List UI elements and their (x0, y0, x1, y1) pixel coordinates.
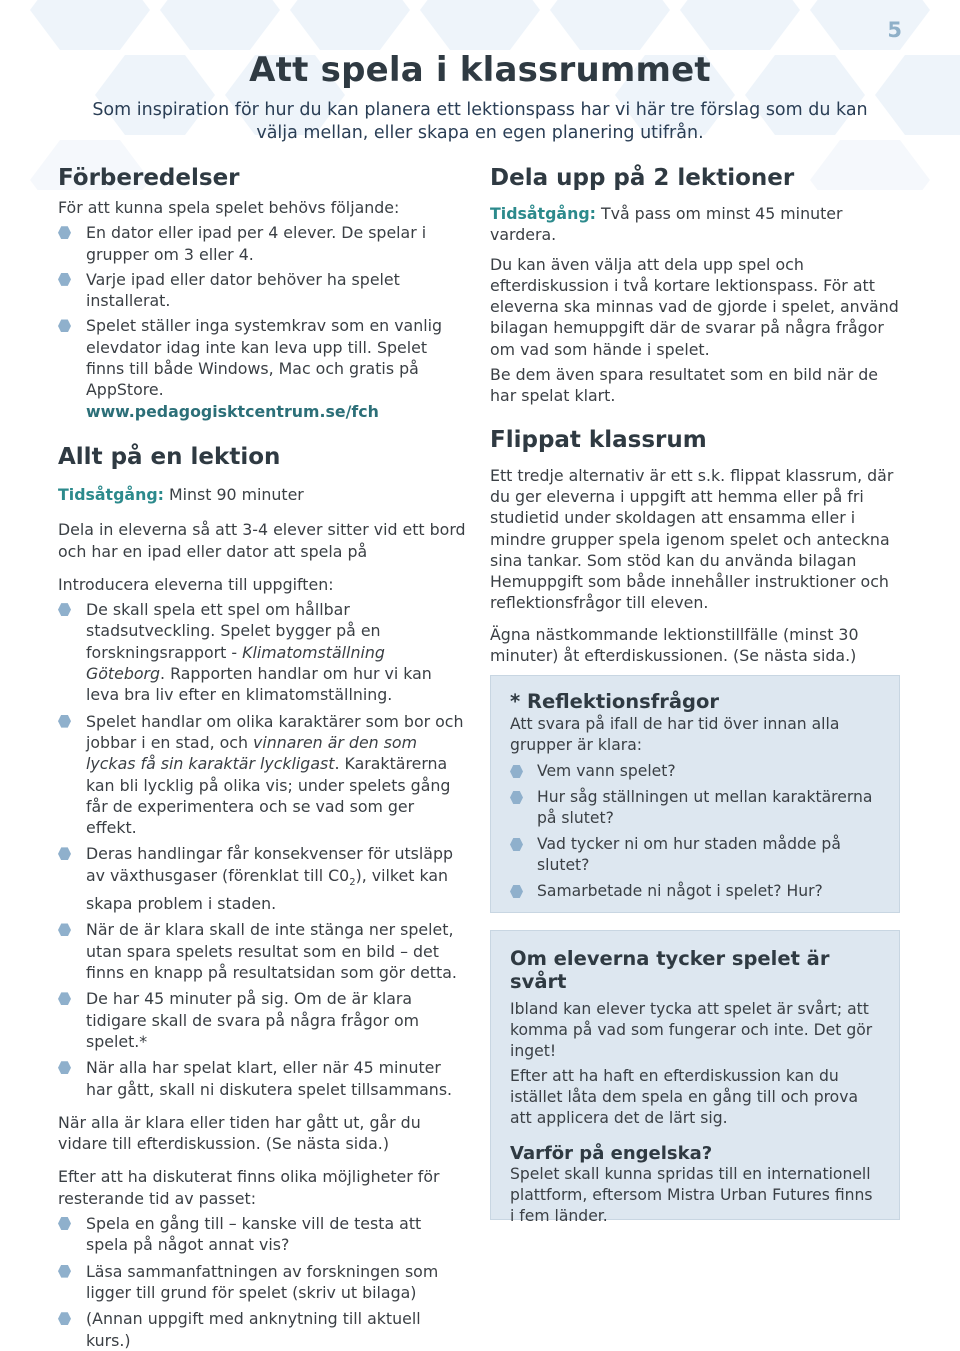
hexagon-bullet-icon (58, 1265, 71, 1278)
difficulty-box (490, 930, 900, 1225)
time-required (58, 484, 468, 505)
reflection-questions-box (490, 675, 900, 913)
list-item: Samarbetade ni något i spelet? Hur? (510, 881, 880, 902)
list-item-text: Spelet ställer inga systemkrav som en vanlig elevdator idag inte kan leva upp till. Spelet finns till både Windows, Mac och gratis på AppStore. (86, 316, 443, 400)
paragraph: När alla är klara eller tiden har gått ut, går du vidare till efterdiskussion. (Se nästa sida.) (58, 1112, 421, 1154)
list-item: Spela en gång till – kanske vill de testa att spela på något annat vis? (58, 1213, 468, 1256)
reflection-list (510, 761, 880, 902)
list-item: Spelet handlar om olika karaktärer som bor och jobbar i en stad, och vinnaren är den som lyckas få sin karaktär lyckligast. Karaktärerna kan bli lycklig på olika vis; under spelets gång får de experimentera och se vad som ger effekt. (58, 711, 468, 839)
list-item: Hur såg ställningen ut mellan karaktärerna på slutet? (510, 787, 880, 829)
intro-text: Som inspiration för hur du kan planera ett lektionspass har vi här tre förslag som du kan välja mellan, eller skapa en egen planering utifrån. (92, 100, 868, 143)
paragraph: Ägna nästkommande lektionstillfälle (minst 30 minuter) åt efterdiskussionen. (Se nästa sida.) (490, 624, 859, 666)
list-item-text: En dator eller ipad per 4 elever. De spelar i grupper om 3 eller 4. (86, 223, 427, 264)
hexagon-bullet-icon (510, 765, 523, 778)
paragraph: Dela in eleverna så att 3-4 elever sitter vid ett bord och har en ipad eller dator att spela på (58, 520, 466, 561)
list-item: Vad tycker ni om hur staden mådde på slutet? (510, 834, 880, 876)
paragraph: Introducera eleverna till uppgiften: (58, 574, 334, 594)
hexagon-pattern-decoration (0, 0, 960, 190)
hexagon-bullet-icon (58, 1217, 71, 1230)
page-title: Att spela i klassrummet (249, 50, 711, 90)
heading-reflektionsfragor: * Reflektionsfrågor (510, 690, 719, 713)
hexagon-bullet-icon (58, 992, 71, 1005)
website-link[interactable]: www.pedagogisktcentrum.se/fch (86, 401, 379, 421)
list-item-text: Varje ipad eller dator behöver ha spelet installerat. (86, 269, 400, 311)
paragraph: Efter att ha diskuterat finns olika möjligheter för resterande tid av passet: (58, 1167, 440, 1208)
paragraph: Ett tredje alternativ är ett s.k. flippat klassrum, där du ger eleverna i uppgift att hemma eller på fri studietid under skoldagen att ensamma eller i mindre grupper spela igenom spelet och anteckna sina tankar. Som stöd kan du använda bilagan Hemuppgift som både innehåller instruktioner och reflektionsfrågor till eleven. (490, 465, 894, 613)
time-label: Tidsåtgång: (490, 204, 596, 223)
time-label: Tidsåtgång: (58, 484, 164, 504)
heading-varfor-engelska: Varför på engelska? (510, 1143, 713, 1164)
hexagon-bullet-icon (58, 923, 71, 936)
list-item: Deras handlingar får konsekvenser för utsläpp av växthusgaser (förenklat till $C0_2$), vilket kan skapa problem i staden. (58, 843, 468, 914)
list-item (58, 222, 468, 265)
list-item: De skall spela ett spel om hållbar stadsutveckling. Spelet bygger på en forskningsrapport - Klimatomställning Göteborg. Rapporten handlar om hur vi kan leva bra liv efter en klimatomställning. (58, 599, 468, 705)
hexagon-bullet-icon (510, 838, 523, 851)
heading-forberedelser: Förberedelser (58, 165, 240, 191)
left-column (58, 165, 468, 1351)
paragraph: Be dem även spara resultatet som en bild när de har spelat klart. (490, 365, 879, 406)
list-item: De har 45 minuter på sig. Om de är klara tidigare skall de svara på några frågor om spelet.* (58, 988, 468, 1052)
paragraph: Att svara på ifall de har tid över innan alla grupper är klara: (510, 715, 840, 754)
list-item (58, 269, 468, 312)
list-item: (Annan uppgift med anknytning till aktuell kurs.) (58, 1308, 468, 1351)
hexagon-bullet-icon (510, 791, 523, 804)
paragraph: Ibland kan elever tycka att spelet är svårt; att komma på vad som fungerar och inte. Det gör inget! (510, 1000, 873, 1060)
heading-dela-upp: Dela upp på 2 lektioner (490, 165, 795, 191)
paragraph: Spelet skall kunna spridas till en internationell plattform, eftersom Mistra Urban Futures finns i fem länder. (510, 1165, 873, 1225)
heading-flippat-klassrum: Flippat klassrum (490, 426, 707, 453)
list-item (58, 315, 468, 421)
list-item: Läsa sammanfattningen av forskningen som ligger till grund för spelet (skriv ut bilaga) (58, 1261, 468, 1304)
hexagon-bullet-icon (58, 1061, 71, 1074)
right-column (490, 165, 900, 666)
hexagon-bullet-icon (58, 603, 71, 616)
heading-svart: Om eleverna tycker spelet är svårt (510, 947, 830, 993)
hexagon-bullet-icon (58, 715, 71, 728)
emphasis-text: vinnaren är den som lyckas få sin karaktär lyckligast (86, 732, 417, 774)
report-title: Klimatomställning Göteborg (86, 642, 385, 684)
time-required (490, 203, 900, 246)
paragraph: Efter att ha haft en efterdiskussion kan du istället låta dem spela en gång till och prova att applicera det de lärt sig. (510, 1067, 859, 1127)
forberedelser-list (58, 222, 468, 422)
list-item: När alla har spelat klart, eller när 45 minuter har gått, skall ni diskutera spelet tillsammans. (58, 1057, 468, 1100)
list-item: När de är klara skall de inte stänga ner spelet, utan spara spelets resultat som en bild – det finns en knapp på resultatsidan som gör detta. (58, 919, 468, 983)
hexagon-bullet-icon (58, 319, 71, 332)
page-number: 5 (887, 18, 902, 42)
list-item: Vem vann spelet? (510, 761, 880, 782)
hexagon-bullet-icon (58, 1312, 71, 1325)
time-value: Minst 90 minuter (163, 484, 304, 504)
hexagon-bullet-icon (510, 885, 523, 898)
hexagon-bullet-icon (58, 847, 71, 860)
hexagon-bullet-icon (58, 273, 71, 286)
heading-allt-pa-en-lektion: Allt på en lektion (58, 443, 281, 470)
lesson-steps-list (58, 599, 468, 1100)
paragraph: Du kan även välja att dela upp spel och efterdiskussion i två kortare lektionspass. För att eleverna ska minnas vad de gjorde i spelet, använd bilagan hemuppgift där de svarar på några frågor om vad som hände i spelet. (490, 254, 899, 359)
hexagon-bullet-icon (58, 226, 71, 239)
time-value: Två pass om minst 45 minuter vardera. (490, 204, 843, 245)
forberedelser-lead: För att kunna spela spelet behövs följande: (58, 198, 400, 217)
after-options-list (58, 1213, 468, 1351)
